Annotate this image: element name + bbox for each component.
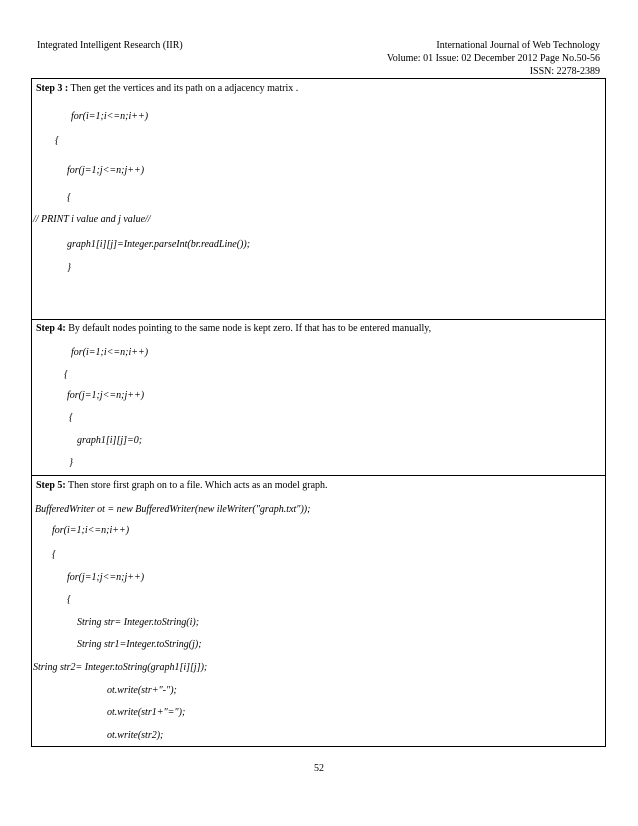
step-4-label: Step 4: <box>36 323 66 334</box>
code-line: String str= Integer.toString(i); <box>77 617 200 628</box>
step-3-label: Step 3 : <box>36 83 69 94</box>
code-line: BufferedWriter ot = new BufferedWriter(new ileWriter("graph.txt")); <box>35 504 311 515</box>
page-number: 52 <box>314 763 324 774</box>
step-4-heading <box>36 323 431 334</box>
code-line: graph1[i][j]=Integer.parseInt(br.readLine()); <box>67 239 251 250</box>
code-line: { <box>64 369 68 380</box>
code-line: { <box>67 594 71 605</box>
code-line: for(j=1;j<=n;j++) <box>67 390 145 401</box>
header-volume-issue: Volume: 01 Issue: 02 December 2012 Page No.50-56 <box>386 53 600 64</box>
code-line: { <box>69 412 73 423</box>
step-3-box <box>31 78 606 320</box>
code-line: { <box>55 135 59 146</box>
code-line: } <box>69 457 73 468</box>
step-5-label: Step 5: <box>36 480 66 491</box>
code-line: ot.write(str2); <box>107 730 164 741</box>
code-line: } <box>67 262 71 273</box>
step-5-box <box>31 475 606 747</box>
header-journal-short: Integrated Intelligent Research (IIR) <box>37 40 183 51</box>
code-line: { <box>52 549 56 560</box>
code-line: for(j=1;j<=n;j++) <box>67 165 145 176</box>
header-issn: ISSN: 2278-2389 <box>529 66 600 77</box>
step-4-text: By default nodes pointing to the same node is kept zero. If that has to be entered manually, <box>65 323 432 334</box>
code-line: for(i=1;i<=n;i++) <box>71 111 149 122</box>
step-5-heading <box>36 480 328 491</box>
code-line: for(i=1;i<=n;i++) <box>52 525 130 536</box>
code-line: { <box>67 192 71 203</box>
step-3-text: Then get the vertices and its path on a adjacency matrix . <box>68 83 299 94</box>
code-line: ot.write(str+"-"); <box>107 685 177 696</box>
header-journal-info <box>387 39 600 78</box>
step-4-box <box>31 319 606 476</box>
code-line: for(i=1;i<=n;i++) <box>71 347 149 358</box>
step-5-text: Then store first graph on to a file. Which acts as an model graph. <box>65 480 328 491</box>
code-line: String str1=Integer.toString(j); <box>77 639 202 650</box>
header-journal-title: International Journal of Web Technology <box>436 40 600 51</box>
code-line: String str2= Integer.toString(graph1[i][j]); <box>33 662 208 673</box>
step-3-heading <box>36 83 298 94</box>
code-line: for(j=1;j<=n;j++) <box>67 572 145 583</box>
code-line: graph1[i][j]=0; <box>77 435 143 446</box>
code-line: ot.write(str1+"="); <box>107 707 186 718</box>
code-comment: // PRINT i value and j value// <box>33 214 151 225</box>
